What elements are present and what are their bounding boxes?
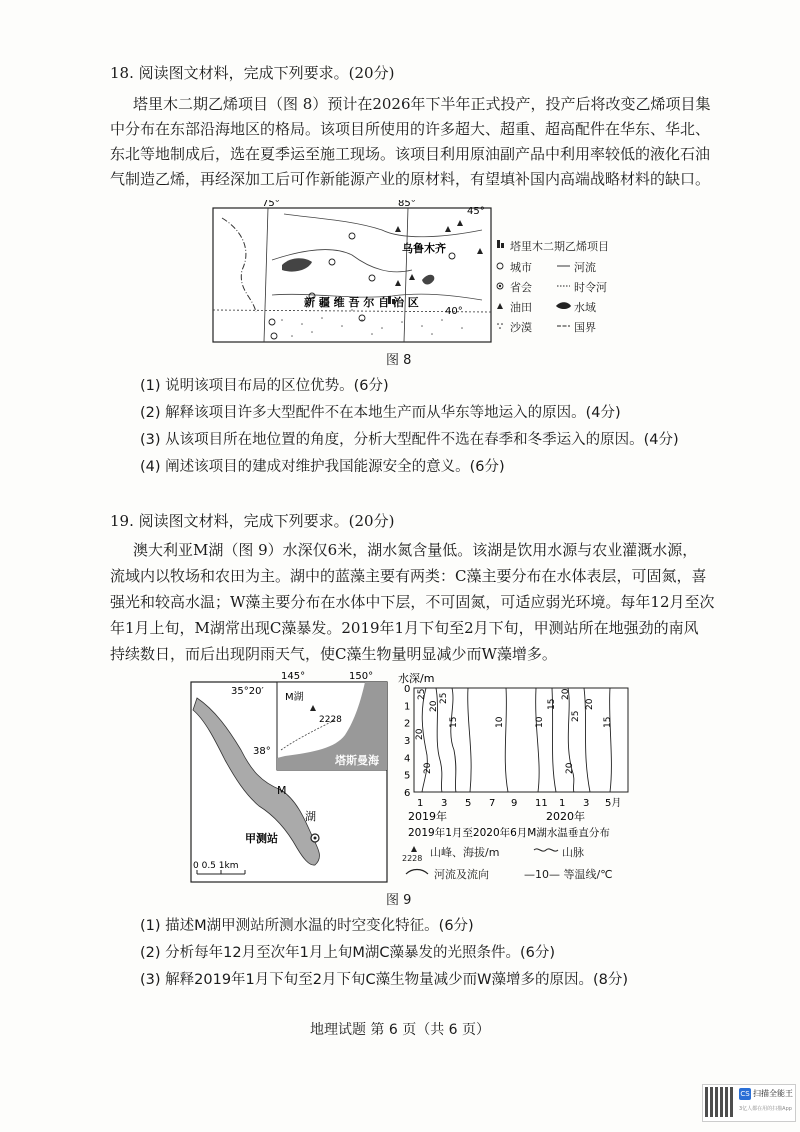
legend-river: 河流: [574, 261, 596, 274]
q18-question: (2) 解释该项目许多大型配件不在本地生产而从华东等地运入的原因。(4分): [140, 405, 621, 421]
figure-9-caption: 图 9: [386, 893, 412, 908]
y-tick-label: 3: [404, 736, 411, 747]
q19-question: (2) 分析每年12月至次年1月上旬M湖C藻暴发的光照条件。(6分): [140, 945, 555, 961]
map8-lat-45: 45°: [467, 206, 485, 217]
legend-water: 水域: [574, 301, 596, 314]
map8-lat-40: 40°: [445, 306, 463, 317]
figure-8-map: [212, 200, 678, 344]
isotherm-label: 20: [561, 688, 571, 700]
map9-river-m: M: [277, 784, 287, 797]
water-temp-chart: [396, 670, 636, 840]
legend-peak-elev: 2228: [402, 854, 423, 863]
y-tick-label: 4: [404, 753, 411, 765]
q19-header: 19. 阅读图文材料，完成下列要求。(20分): [110, 512, 395, 530]
map9-lat-38: 38°: [253, 746, 271, 757]
y-tick-label: 6: [404, 788, 411, 799]
watermark-title: 扫描全能王: [753, 1089, 793, 1098]
isotherm-label: 20: [585, 698, 595, 710]
chart-year-2019: 2019年: [408, 810, 447, 823]
map9-lon-150: 150°: [349, 671, 374, 682]
q18-header: 18. 阅读图文材料，完成下列要求。(20分): [110, 64, 395, 82]
x-tick-label: 1: [559, 798, 566, 809]
x-tick-label: 3: [441, 798, 448, 809]
legend-river-flow: 河流及流向: [434, 868, 489, 881]
x-tick-label: 3: [583, 798, 590, 809]
map8-lon-75: 75°: [262, 200, 280, 209]
isotherm-label: 15: [603, 716, 613, 728]
cs-logo: CS: [740, 1090, 750, 1098]
y-tick-label: 0: [404, 684, 411, 695]
map9-lon-145: 145°: [281, 671, 306, 682]
q18-question: (4) 阐述该项目的建成对维护我国能源安全的意义。(6分): [140, 459, 505, 475]
q18-para-line: 中分布在东部沿海地区的格局。该项目所使用的许多超大、超重、超高配件在华东、华北、: [110, 120, 711, 138]
chart-year-2020: 2020年: [546, 810, 585, 823]
figure-8-caption: 图 8: [386, 353, 412, 368]
map9-sea-label: 塔斯曼海: [335, 754, 379, 767]
legend-project: 塔里木二期乙烯项目: [510, 240, 609, 253]
q18-question: (1) 说明该项目布局的区位优势。(6分): [140, 378, 389, 394]
figure-9-legend: [400, 842, 660, 882]
y-tick-label: 2: [404, 718, 411, 730]
legend-isotherm: —10— 等温线/℃: [524, 868, 613, 881]
legend-mountains: 山脉: [562, 846, 584, 859]
qr-code-icon: [705, 1087, 735, 1117]
map8-urumqi-label: 乌鲁木齐: [402, 242, 446, 255]
q18-para-line: 东北等地制成后，选在夏季运至施工现场。该项目利用原油副产品中利用率较低的液化石油: [110, 145, 711, 163]
map8-lon-85: 85°: [398, 200, 416, 209]
isotherm-label: 15: [547, 698, 557, 710]
chart-subtitle: 2019年1月至2020年6月M湖水温垂直分布: [408, 827, 610, 839]
chart-ylabel: 水深/m: [398, 672, 435, 685]
isotherm-label: 10: [495, 716, 505, 728]
page-footer: 地理试题 第 6 页（共 6 页）: [309, 1022, 491, 1038]
x-tick-label: 5: [465, 798, 472, 809]
y-tick-label: 1: [404, 701, 411, 713]
q18-para-line: 塔里木二期乙烯项目（图 8）预计在2026年下半年正式投产，投产后将改变乙烯项目集: [133, 95, 711, 113]
q19-para-line: 强光和较高水温；W藻主要分布在水体中下层，不可固氮，可适应弱光环境。每年12月至次: [110, 593, 715, 611]
x-tick-label: 11: [535, 798, 548, 809]
legend-oilfield: 油田: [510, 301, 532, 314]
legend-peak: 山峰、海拔/m: [430, 846, 500, 859]
map9-lake-label: M湖: [285, 692, 304, 703]
x-tick-label: 7: [489, 798, 496, 809]
map9-station-label: 甲测站: [245, 832, 278, 845]
x-tick-label: 9: [511, 798, 518, 809]
isotherm-label: 15: [449, 716, 459, 728]
isotherm-label: 25: [417, 688, 427, 700]
legend-city: 城市: [510, 261, 532, 274]
legend-desert: 沙漠: [510, 321, 532, 334]
x-tick-label: 1: [417, 798, 424, 809]
isotherm-label: 10: [535, 716, 545, 728]
q19-question: (3) 解释2019年1月下旬至2月下旬C藻生物量减少而W藻增多的原因。(8分): [140, 972, 628, 988]
map9-scale: 0 0.5 1km: [193, 861, 239, 871]
q19-para-line: 年1月上旬，M湖常出现C藻暴发。2019年1月下旬至2月下旬，甲测站所在地强劲的南风: [110, 619, 699, 637]
legend-border: 国界: [574, 321, 596, 334]
isotherm-label: 20: [429, 700, 439, 712]
map9-lake-char: 湖: [305, 810, 316, 823]
legend-capital: 省会: [510, 281, 532, 294]
q18-para-line: 气制造乙烯，再经深加工后可作新能源产业的原材料，有望填补国内高端战略材料的缺口。: [110, 170, 711, 188]
isotherm-label: 25: [571, 710, 581, 722]
x-tick-label: 5月: [605, 798, 622, 809]
figure-9-map: [185, 670, 391, 886]
map9-lat-3520: 35°20′: [231, 686, 264, 697]
q19-para-line: 流域内以牧场和农田为主。湖中的蓝藻主要有两类：C藻主要分布在水体表层，可固氮，喜: [110, 567, 707, 585]
watermark-sub: 3亿人都在用的扫描App: [739, 1106, 792, 1112]
map9-elev: 2228: [319, 715, 342, 725]
isotherm-label: 25: [439, 692, 449, 704]
isotherm-label: 20: [415, 728, 425, 740]
scanner-watermark: [702, 1084, 796, 1122]
y-tick-label: 5: [404, 770, 411, 782]
q19-question: (1) 描述M湖甲测站所测水温的时空变化特征。(6分): [140, 918, 474, 934]
q19-para-line: 澳大利亚M湖（图 9）水深仅6米，湖水氮含量低。该湖是饮用水源与农业灌溉水源，: [133, 541, 698, 559]
q19-para-line: 持续数日，而后出现阴雨天气，使C藻生物量明显减少而W藻增多。: [110, 645, 557, 663]
isotherm-label: 20: [565, 762, 575, 774]
q18-question: (3) 从该项目所在地位置的角度，分析大型配件不选在春季和冬季运入的原因。(4分): [140, 432, 679, 448]
legend-seasonal-river: 时令河: [574, 281, 607, 294]
isotherm-label: 20: [423, 762, 433, 774]
map8-region-label: 新 疆 维 吾 尔 自 治 区: [304, 296, 419, 309]
